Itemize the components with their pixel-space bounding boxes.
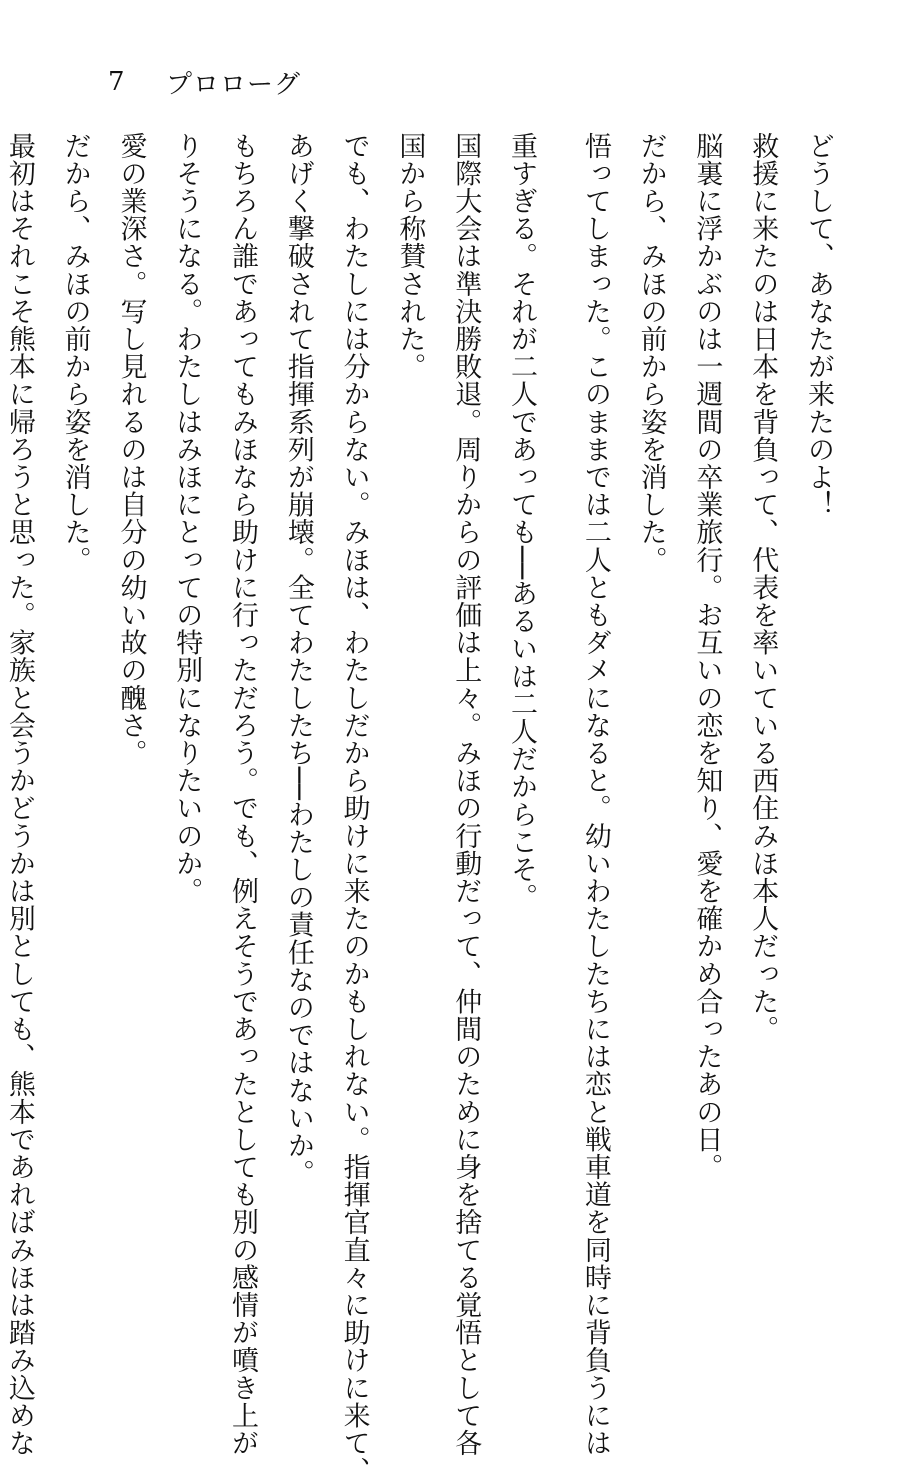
text-line-9: でも、わたしには分からない。みほは、わたしだから助けに来たのかもしれない。指揮官直々に助けに来て、 (338, 132, 370, 1484)
text-line-13: 愛の業深さ。写し見れるのは自分の幼い故の醜さ。 (115, 132, 147, 767)
text-line-11: もちろん誰であってもみほなら助けに行っただろう。でも、例えそうであったとしても別の感情が噴き上が (227, 132, 259, 1457)
text-line-5: 悟ってしまった。このままでは二人ともダメになると。幼いわたしたちには恋と戦車道を同時に背負うには (579, 132, 611, 1457)
text-line-8: 国から称賛された。 (394, 132, 426, 381)
text-line-14: だから、みほの前から姿を消した。 (59, 132, 91, 574)
text-line-10: あげく撃破されて指揮系列が崩壊。全てわたしたち──わたしの責任なのではないか。 (282, 132, 314, 1187)
text-line-7: 国際大会は準決勝敗退。周りからの評価は上々。みほの行動だって、仲間のために身を捨てる覚悟として各 (450, 132, 482, 1457)
text-line-15: 最初はそれこそ熊本に帰ろうと思った。家族と会うかどうかは別としても、熊本であればみほは踏み込めな (3, 132, 35, 1457)
text-line-12: りそうになる。わたしはみほにとっての特別になりたいのか。 (171, 132, 203, 905)
text-line-6: 重すぎる。それが二人であっても──あるいは二人だからこそ。 (506, 132, 538, 911)
text-line-2: 救援に来たのは日本を背負って、代表を率いている西住みほ本人だった。 (747, 132, 779, 1043)
text-line-3: 脳裏に浮かぶのは一週間の卒業旅行。お互いの恋を知り、愛を確かめ合ったあの日。 (691, 132, 723, 1181)
text-line-1: どうして、あなたが来たのよ！ (803, 132, 834, 519)
page-number: 7 (108, 67, 125, 97)
page-header (108, 62, 301, 102)
text-line-4: だから、みほの前から姿を消した。 (635, 132, 667, 574)
vertical-body-text (3, 132, 846, 1484)
chapter-title: プロローグ (166, 69, 302, 100)
